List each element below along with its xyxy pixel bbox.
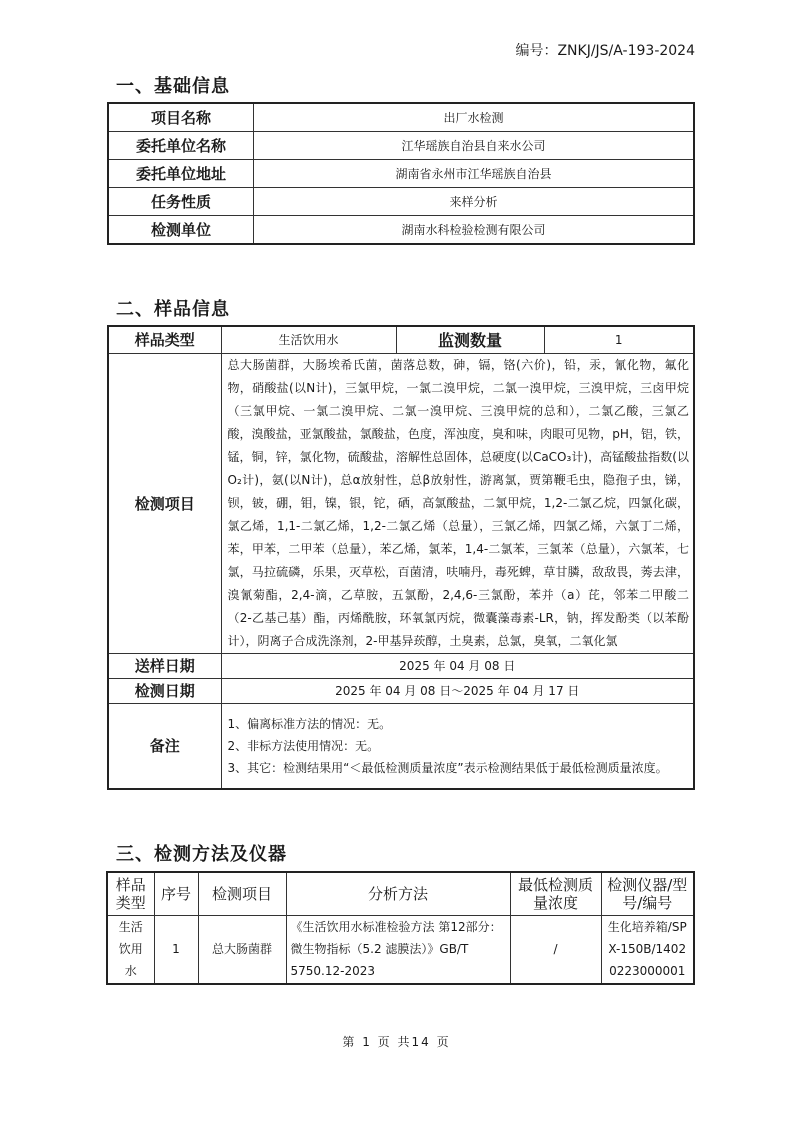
header-instrument: 检测仪器/型号/编号 <box>601 872 694 916</box>
testing-unit-value: 湖南水科检验检测有限公司 <box>254 216 695 245</box>
table-row <box>108 216 694 245</box>
table-header-row <box>107 872 694 916</box>
table-row <box>108 160 694 188</box>
row-index: 1 <box>154 916 198 984</box>
send-date-label: 送样日期 <box>108 653 221 678</box>
testing-unit-label: 检测单位 <box>108 216 254 245</box>
notes-label: 备注 <box>108 703 221 789</box>
send-date-value: 2025 年 04 月 08 日 <box>221 653 694 678</box>
sample-count-value: 1 <box>544 326 694 353</box>
project-name-label: 项目名称 <box>108 103 254 132</box>
basic-info-table <box>107 102 695 245</box>
test-date-label: 检测日期 <box>108 678 221 703</box>
row-method: 《生活饮用水标准检验方法 第12部分：微生物指标（5.2 滤膜法）》GB/T 5750.12-2023 <box>286 916 510 984</box>
row-test-item: 总大肠菌群 <box>198 916 286 984</box>
test-items-label: 检测项目 <box>108 353 221 653</box>
table-row <box>108 188 694 216</box>
note-line: 2、非标方法使用情况：无。 <box>227 738 380 753</box>
section3-title: 三、检测方法及仪器 <box>116 844 287 865</box>
test-date-value: 2025 年 04 月 08 日～2025 年 04 月 17 日 <box>221 678 694 703</box>
note-line: 3、其它：检测结果用“＜最低检测质量浓度”表示检测结果低于最低检测质量浓度。 <box>227 760 668 775</box>
table-row <box>107 916 694 984</box>
header-test-item: 检测项目 <box>198 872 286 916</box>
table-row <box>108 703 694 789</box>
sample-count-label: 监测数量 <box>396 326 544 353</box>
note-line: 1、偏离标准方法的情况：无。 <box>227 716 392 731</box>
table-row <box>108 326 694 353</box>
client-name-label: 委托单位名称 <box>108 132 254 160</box>
header-index: 序号 <box>154 872 198 916</box>
notes-value <box>221 703 694 789</box>
table-row <box>108 132 694 160</box>
method-instrument-table <box>106 871 695 985</box>
row-min-concentration: / <box>510 916 601 984</box>
task-type-label: 任务性质 <box>108 188 254 216</box>
header-method: 分析方法 <box>286 872 510 916</box>
project-name-value: 出厂水检测 <box>254 103 695 132</box>
row-instrument: 生化培养箱/SPX-150B/14020223000001 <box>601 916 694 984</box>
client-address-label: 委托单位地址 <box>108 160 254 188</box>
header-sample-type: 样品类型 <box>107 872 154 916</box>
sample-info-table <box>107 325 695 790</box>
sample-type-label: 样品类型 <box>108 326 221 353</box>
table-row <box>108 678 694 703</box>
row-sample-type: 生活饮用水 <box>107 916 154 984</box>
sample-type-value: 生活饮用水 <box>221 326 396 353</box>
document-number: 编号：ZNKJ/JS/A-193-2024 <box>515 43 695 59</box>
section1-title: 一、基础信息 <box>116 76 230 97</box>
task-type-value: 来样分析 <box>254 188 695 216</box>
test-items-value: 总大肠菌群，大肠埃希氏菌，菌落总数，砷，镉，铬(六价)，铅，汞，氰化物，氟化物，硝酸盐(以N计)，三氯甲烷，一氯二溴甲烷，二氯一溴甲烷，三溴甲烷，三卤甲烷（三氯甲烷、一氯二溴甲烷、二氯一溴甲烷、三溴甲烷的总和），二氯乙酸，三氯乙酸，溴酸盐，亚氯酸盐，氯酸盐，色度，浑浊度，臭和味，肉眼可见物，pH，铝，铁，锰，铜，锌，氯化物，硫酸盐，溶解性总固体，总硬度(以CaCO₃计)，高锰酸盐指数(以O₂计)，氨(以N计)，总α放射性，总β放射性，游离氯，贾第鞭毛虫，隐孢子虫，锑，钡，铍，硼，钼，镍，银，铊，硒，高氯酸盐，二氯甲烷，1,2-二氯乙烷，四氯化碳，氯乙烯，1,1-二氯乙烯，1,2-二氯乙烯（总量），三氯乙烯，四氯乙烯，六氯丁二烯，苯，甲苯，二甲苯（总量），苯乙烯，氯苯，1,4-二氯苯，三氯苯（总量），六氯苯，七氯，马拉硫磷，乐果，灭草松，百菌清，呋喃丹，毒死蜱，草甘膦，敌敌畏，莠去津，溴氰菊酯，2,4-滴，乙草胺，五氯酚，2,4,6-三氯酚，苯并（a）芘，邻苯二甲酸二（2-乙基己基）酯，丙烯酰胺，环氧氯丙烷，微囊藻毒素-LR，钠，挥发酚类（以苯酚计），阴离子合成洗涤剂，2-甲基异莰醇，土臭素，总氯，臭氧，二氧化氯 <box>221 353 694 653</box>
table-row <box>108 353 694 653</box>
page-footer: 第 1 页 共14 页 <box>342 1035 451 1049</box>
client-name-value: 江华瑶族自治县自来水公司 <box>254 132 695 160</box>
client-address-value: 湖南省永州市江华瑶族自治县 <box>254 160 695 188</box>
table-row <box>108 653 694 678</box>
header-min-concentration: 最低检测质量浓度 <box>510 872 601 916</box>
table-row <box>108 103 694 132</box>
section2-title: 二、样品信息 <box>116 299 230 320</box>
